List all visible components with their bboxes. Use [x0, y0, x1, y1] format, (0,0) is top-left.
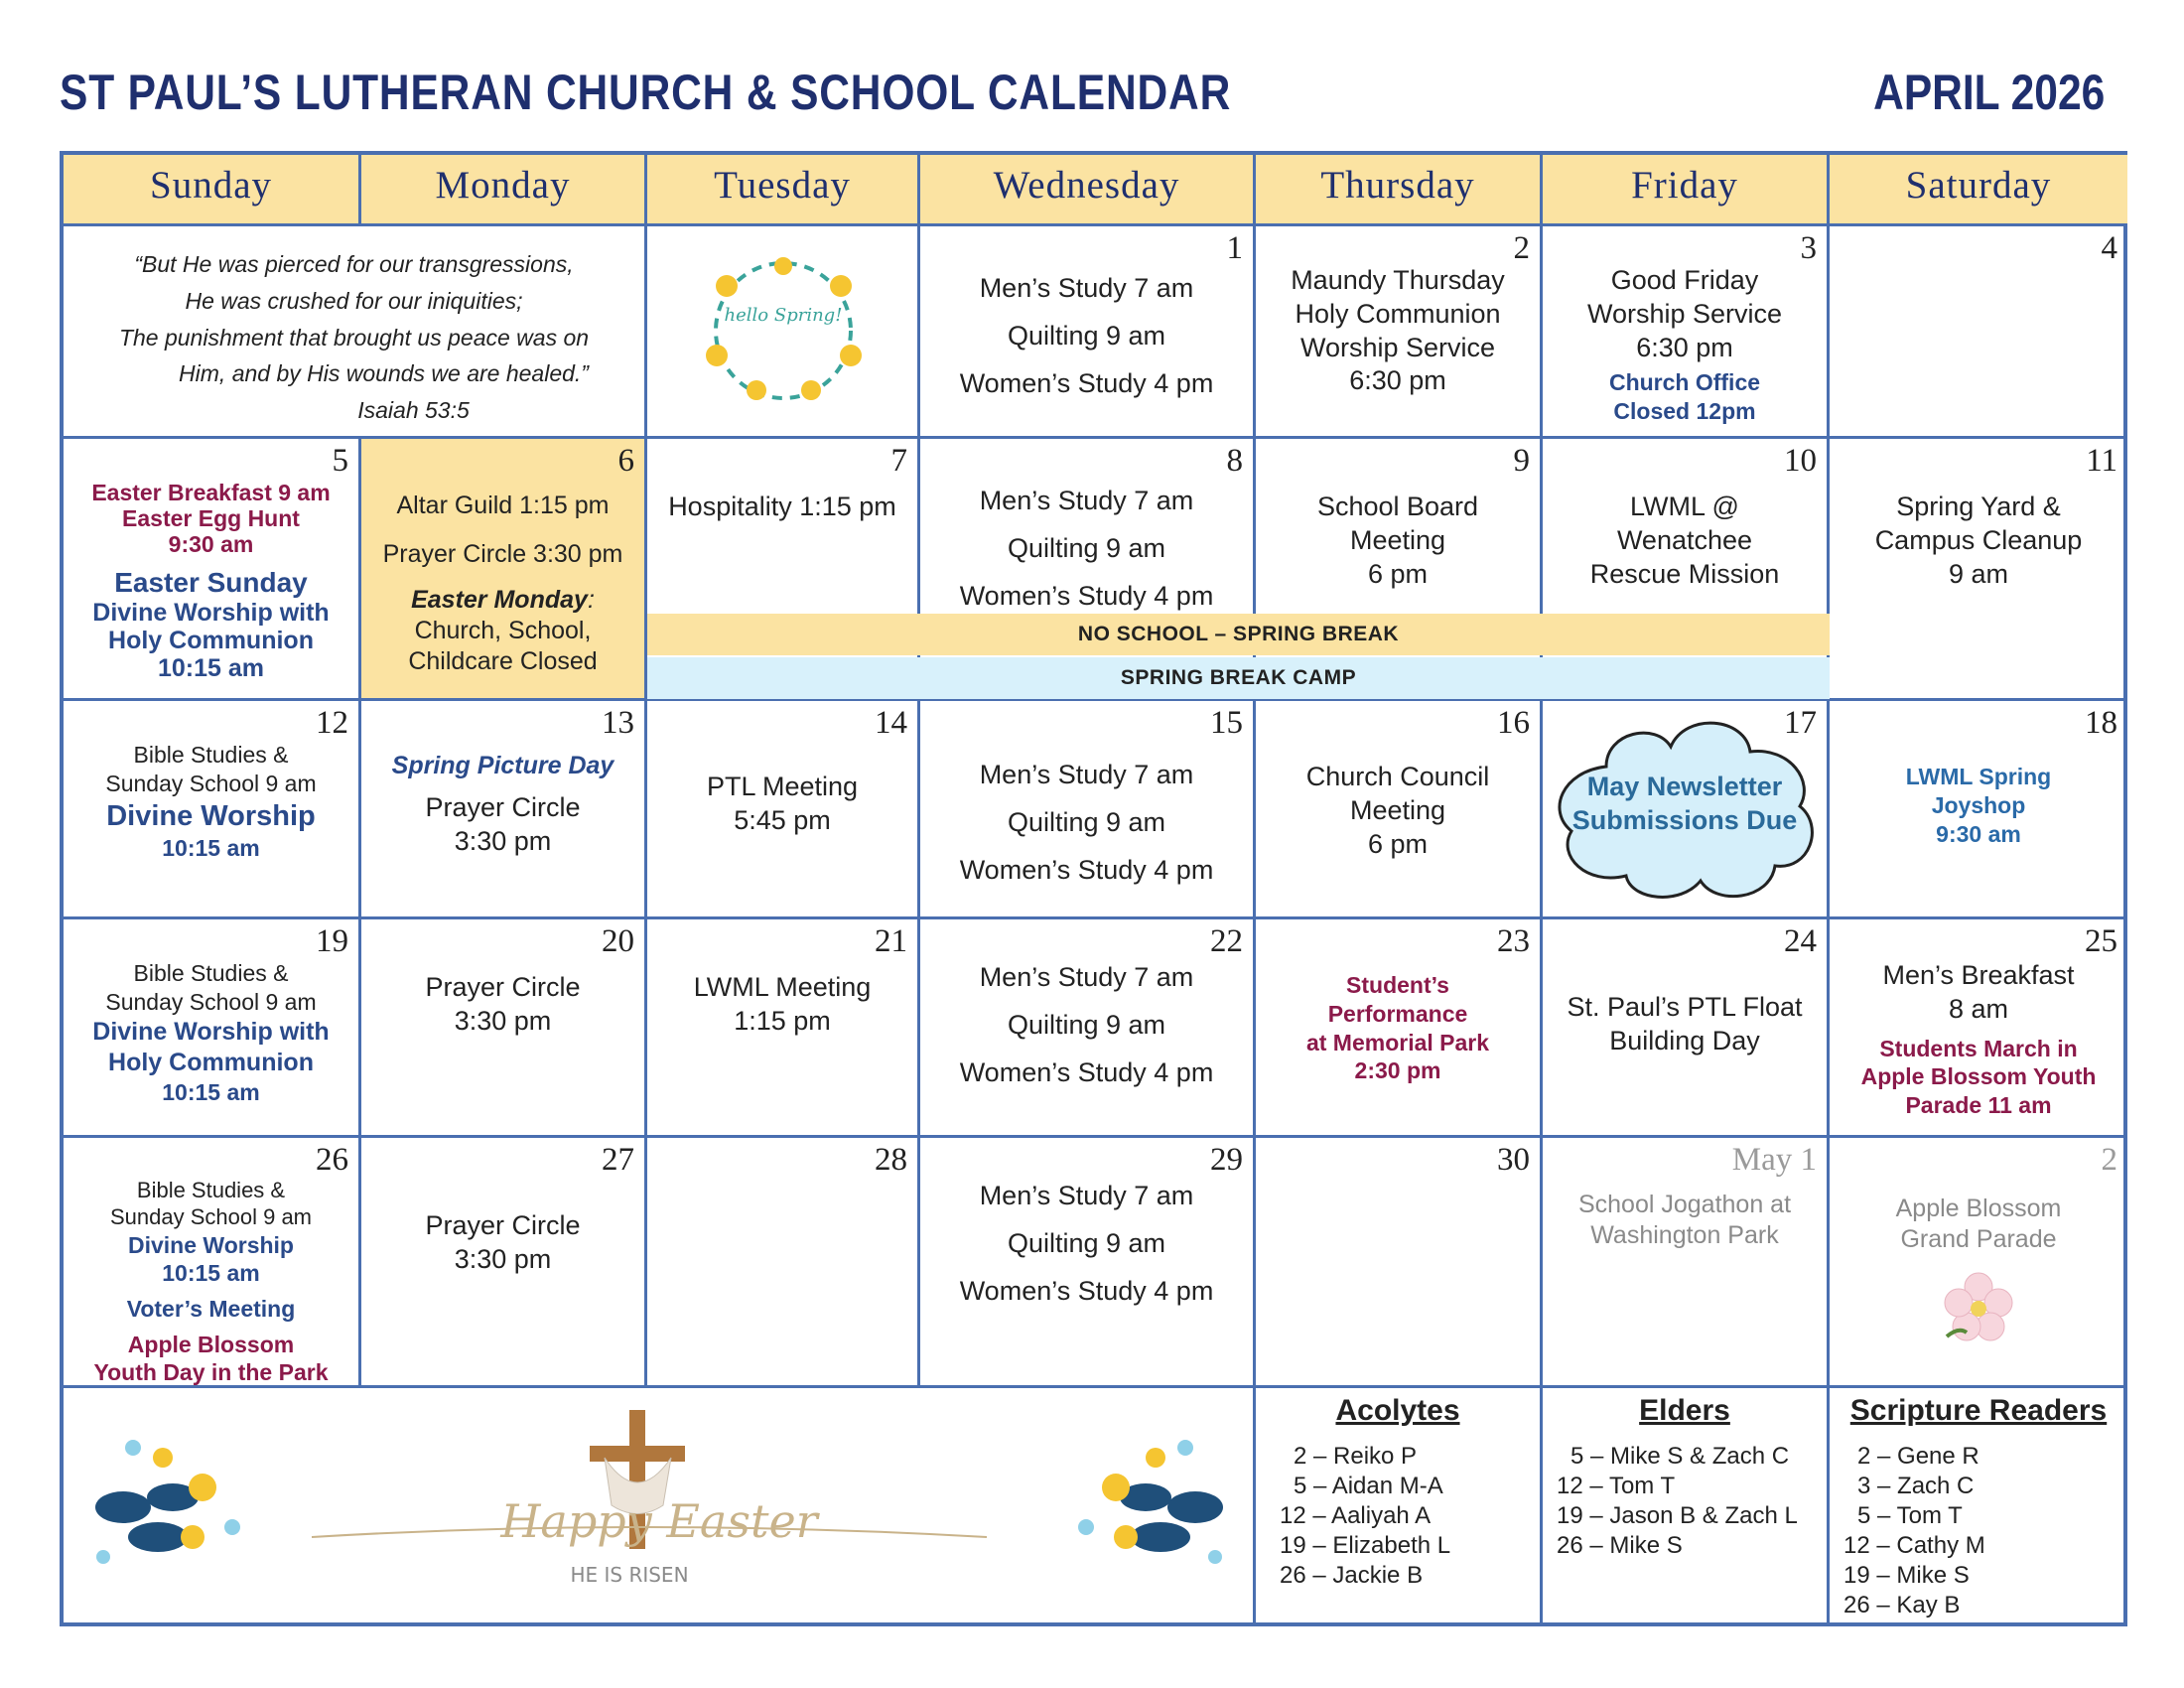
event-text: 3:30 pm	[454, 1005, 552, 1036]
event-text: Sunday School 9 am	[105, 770, 317, 796]
day-header-monday: Monday	[361, 155, 647, 226]
event-text: LWML @	[1630, 492, 1739, 521]
roster-entry: 12 – Tom T	[1557, 1473, 1676, 1499]
event-text: 6 pm	[1367, 558, 1429, 589]
roster-entry: 19 – Jason B & Zach L	[1557, 1502, 1798, 1529]
event-text: Closed 12pm	[1613, 398, 1756, 424]
event-text: Apple Blossom	[127, 1331, 295, 1357]
date-number: May 1	[1731, 1142, 1817, 1178]
date-number: 19	[316, 923, 348, 959]
event-womens-study: Women’s Study 4 pm	[959, 855, 1214, 885]
date-number: 23	[1497, 923, 1530, 959]
day-cell-26	[64, 1138, 361, 1388]
event-text: Meeting	[1349, 524, 1446, 555]
day-cell-4	[1830, 226, 2127, 439]
roster-entry: 26 – Kay B	[1843, 1592, 1961, 1618]
day-cell-18	[1830, 701, 2127, 919]
event-text: Voter’s Meeting	[126, 1295, 296, 1322]
event-text: Holy Communion	[1295, 298, 1501, 329]
event-text: Easter Breakfast 9 am	[91, 480, 331, 505]
event-text: Wenatchee	[1616, 524, 1753, 555]
date-number: 17	[1784, 705, 1817, 741]
event-text: 10:15 am	[162, 1079, 260, 1105]
day-cell-19	[64, 919, 361, 1138]
scripture-quote	[64, 246, 644, 429]
event-text: Good Friday	[1610, 265, 1759, 295]
event-text: Prayer Circle	[425, 972, 581, 1002]
event-text: Divine Worship with	[92, 1017, 330, 1046]
day-cell-11	[1830, 439, 2127, 701]
day-cell-14	[647, 701, 920, 919]
event-text: Holy Communion	[108, 626, 314, 654]
event-text: Rescue Mission	[1589, 558, 1780, 589]
day-cell-22	[920, 919, 1256, 1138]
event-text: 9:30 am	[1936, 820, 2021, 847]
event-quilting: Quilting 9 am	[1007, 1010, 1166, 1040]
event-text: PTL Meeting	[706, 772, 859, 801]
roster-entry: 5 – Tom T	[1857, 1502, 1963, 1529]
calendar-month: APRIL 2026	[1872, 65, 2105, 120]
roster-entry: 5 – Mike S & Zach C	[1570, 1443, 1790, 1470]
event-text: Grand Parade	[1900, 1225, 2057, 1254]
event-text: 6 pm	[1367, 828, 1429, 859]
event-text: Maundy Thursday	[1291, 265, 1505, 295]
event-text: at Memorial Park	[1305, 1029, 1490, 1055]
quote-line: Him, and by His wounds we are healed.”	[179, 360, 589, 387]
date-number: 5	[332, 443, 348, 479]
date-number: 13	[602, 705, 634, 741]
date-number: 1	[1226, 230, 1243, 266]
event-text: Performance	[1327, 1000, 1468, 1027]
spring-art-text: hello Spring!	[724, 305, 843, 326]
event-text: 3:30 pm	[454, 1243, 552, 1274]
event-mens-study: Men’s Study 7 am	[979, 1181, 1194, 1210]
event-womens-study: Women’s Study 4 pm	[959, 581, 1214, 611]
date-number: 2	[1513, 230, 1530, 266]
event-text: 5:45 pm	[734, 804, 831, 835]
apple-blossom-icon	[1939, 1267, 2018, 1346]
event-text: Youth Day in the Park	[93, 1358, 329, 1385]
event-text: School Board	[1316, 492, 1479, 521]
event-text: 10:15 am	[162, 1259, 260, 1286]
day-cell-23	[1256, 919, 1543, 1138]
day-header-saturday: Saturday	[1830, 155, 2127, 226]
event-text: 10:15 am	[157, 653, 265, 682]
day-cell-15	[920, 701, 1256, 919]
day-cell-13	[361, 701, 647, 919]
date-number: 16	[1497, 705, 1530, 741]
event-text: Church, School,	[414, 616, 592, 644]
event-text: 9:30 am	[168, 530, 254, 557]
event-text: Prayer Circle 3:30 pm	[382, 540, 623, 569]
date-number: 29	[1210, 1142, 1243, 1178]
event-text: Divine Worship	[128, 1231, 294, 1258]
event-text: Church Office	[1608, 369, 1761, 396]
spring-break-camp-band: SPRING BREAK CAMP	[647, 657, 1830, 699]
event-text: 6:30 pm	[1349, 365, 1446, 396]
day-header-friday: Friday	[1543, 155, 1830, 226]
event-text: Easter Egg Hunt	[122, 504, 300, 531]
event-quilting: Quilting 9 am	[1007, 807, 1166, 837]
quote-cell	[64, 226, 647, 439]
roster-entry: 19 – Mike S	[1843, 1562, 1970, 1589]
date-number: 30	[1497, 1142, 1530, 1178]
easter-subtitle: HE IS RISEN	[570, 1563, 689, 1587]
date-number: 18	[2085, 705, 2117, 741]
event-text: St. Paul’s PTL Float	[1567, 992, 1803, 1022]
event-text: May Newsletter	[1586, 772, 1783, 801]
elders-roster	[1543, 1388, 1830, 1622]
day-cell-27	[361, 1138, 647, 1388]
event-text: School Jogathon at	[1577, 1191, 1792, 1218]
date-number: 14	[875, 705, 907, 741]
event-text: Men’s Breakfast	[1882, 960, 2075, 990]
quote-reference: Isaiah 53:5	[357, 397, 470, 424]
day-header-tuesday: Tuesday	[647, 155, 920, 226]
event-text: 2:30 pm	[1354, 1057, 1441, 1084]
day-cell-30	[1256, 1138, 1543, 1388]
day-header-sunday: Sunday	[64, 155, 361, 226]
event-womens-study: Women’s Study 4 pm	[959, 1276, 1214, 1306]
roster-entry: 12 – Aaliyah A	[1280, 1502, 1432, 1529]
date-number: 20	[602, 923, 634, 959]
event-mens-study: Men’s Study 7 am	[979, 273, 1194, 303]
event-text: Divine Worship with	[92, 598, 330, 627]
quote-line: The punishment that brought us peace was on	[118, 324, 590, 351]
event-text: Sunday School 9 am	[105, 988, 317, 1015]
event-text: Worship Service	[1299, 332, 1496, 362]
day-cell-25	[1830, 919, 2127, 1138]
acolytes-roster	[1256, 1388, 1543, 1622]
event-text: Childcare Closed	[408, 647, 598, 675]
event-text: 6:30 pm	[1636, 332, 1733, 362]
date-number: 12	[316, 705, 348, 741]
roster-title: Acolytes	[1335, 1394, 1460, 1427]
event-text: Building Day	[1609, 1025, 1760, 1055]
easter-floral-banner-icon	[64, 1388, 1256, 1622]
day-header-wednesday: Wednesday	[920, 155, 1256, 226]
roster-entry: 2 – Gene R	[1857, 1443, 1979, 1470]
date-number: 8	[1226, 443, 1243, 479]
date-number: 24	[1784, 923, 1817, 959]
event-quilting: Quilting 9 am	[1007, 533, 1166, 563]
event-text: Worship Service	[1586, 298, 1783, 329]
event-text: 8 am	[1948, 993, 2009, 1024]
date-number: 3	[1800, 230, 1817, 266]
event-text: Divine Worship	[106, 799, 316, 832]
event-mens-study: Men’s Study 7 am	[979, 962, 1194, 992]
date-number: 2	[2101, 1142, 2117, 1178]
day-cell-20	[361, 919, 647, 1138]
date-number: 11	[2086, 443, 2117, 479]
event-text: Joyshop	[1931, 791, 2026, 818]
date-number: 21	[875, 923, 907, 959]
date-number: 15	[1210, 705, 1243, 741]
day-cell-3	[1543, 226, 1830, 439]
roster-title: Elders	[1639, 1394, 1730, 1427]
day-cell-21	[647, 919, 920, 1138]
event-text: Sunday School 9 am	[109, 1203, 313, 1229]
date-number: 9	[1513, 443, 1530, 479]
event-text: Holy Communion	[108, 1048, 314, 1076]
roster-entry: 26 – Mike S	[1557, 1532, 1683, 1559]
event-text: LWML Meeting	[693, 972, 872, 1002]
spring-wreath-icon	[647, 226, 920, 439]
day-cell-2	[1256, 226, 1543, 439]
event-text: Parade 11 am	[1905, 1092, 2052, 1118]
day-cell-1	[920, 226, 1256, 439]
roster-title: Scripture Readers	[1849, 1394, 2108, 1427]
date-number: 6	[617, 443, 634, 479]
day-cell-6	[361, 439, 647, 701]
event-womens-study: Women’s Study 4 pm	[959, 368, 1214, 398]
roster-entry: 12 – Cathy M	[1843, 1532, 1985, 1559]
easter-art-cell	[64, 1388, 1256, 1622]
event-text: Easter Sunday	[114, 567, 308, 599]
event-text: :	[587, 585, 595, 614]
event-quilting: Quilting 9 am	[1007, 1228, 1166, 1258]
event-text: Student’s	[1346, 972, 1449, 998]
day-cell-17	[1543, 701, 1830, 919]
event-text: Campus Cleanup	[1874, 524, 2083, 555]
event-text: 1:15 pm	[734, 1005, 831, 1036]
easter-script-text: Happy Easter	[500, 1494, 818, 1548]
event-mens-study: Men’s Study 7 am	[979, 760, 1194, 789]
date-number: 4	[2101, 230, 2117, 266]
event-text: Easter Monday	[411, 585, 588, 614]
event-text: Bible Studies &	[136, 1178, 286, 1202]
day-cell-5	[64, 439, 361, 701]
event-text: Bible Studies &	[133, 742, 289, 768]
event-text: Prayer Circle	[425, 792, 581, 823]
quote-line: “But He was pierced for our transgressions,	[134, 251, 574, 277]
date-number: 28	[875, 1142, 907, 1178]
event-text: Students March in	[1879, 1035, 2078, 1061]
date-number: 22	[1210, 923, 1243, 959]
spring-break-band: NO SCHOOL – SPRING BREAK	[647, 614, 1830, 655]
calendar-title: ST PAUL’S LUTHERAN CHURCH & SCHOOL CALENDAR	[60, 65, 1232, 120]
event-text: Spring Yard &	[1896, 492, 2061, 521]
date-number: 7	[890, 443, 907, 479]
roster-entry: 2 – Reiko P	[1294, 1443, 1418, 1470]
day-cell-24	[1543, 919, 1830, 1138]
scripture-readers-roster	[1830, 1388, 2127, 1622]
event-text: Bible Studies &	[133, 960, 289, 986]
event-mens-study: Men’s Study 7 am	[979, 486, 1194, 515]
event-text: 3:30 pm	[454, 826, 552, 856]
event-text: LWML Spring	[1905, 764, 2052, 789]
event-text: 9 am	[1948, 558, 2009, 589]
event-text: Prayer Circle	[425, 1210, 581, 1240]
roster-entry: 3 – Zach C	[1857, 1473, 1975, 1499]
event-text: Apple Blossom Youth	[1860, 1063, 2097, 1090]
date-number: 27	[602, 1142, 634, 1178]
event-text: Submissions Due	[1571, 804, 1798, 835]
event-text: Meeting	[1349, 794, 1446, 825]
event-text: Church Council	[1305, 762, 1490, 791]
event-text: Spring Picture Day	[391, 752, 614, 779]
date-number: 26	[316, 1142, 348, 1178]
date-number: 10	[1784, 443, 1817, 479]
event-text: Apple Blossom	[1895, 1195, 2062, 1222]
day-cell-16	[1256, 701, 1543, 919]
day-header-thursday: Thursday	[1256, 155, 1543, 226]
day-cell-may-2	[1830, 1138, 2127, 1388]
roster-entry: 5 – Aidan M-A	[1294, 1473, 1443, 1499]
roster-entry: 19 – Elizabeth L	[1280, 1532, 1451, 1559]
date-number: 25	[2085, 923, 2117, 959]
day-cell-28	[647, 1138, 920, 1388]
calendar-grid	[60, 151, 2127, 1626]
event-quilting: Quilting 9 am	[1007, 321, 1166, 351]
day-cell-may-1	[1543, 1138, 1830, 1388]
event-womens-study: Women’s Study 4 pm	[959, 1057, 1214, 1087]
day-cell-29	[920, 1138, 1256, 1388]
event-text: 10:15 am	[162, 834, 260, 861]
spring-art-cell	[647, 226, 920, 439]
event-text: Hospitality 1:15 pm	[668, 492, 896, 521]
event-text: Washington Park	[1590, 1221, 1779, 1250]
event-text: Altar Guild 1:15 pm	[396, 492, 610, 519]
roster-entry: 26 – Jackie B	[1280, 1562, 1424, 1589]
day-cell-12	[64, 701, 361, 919]
quote-line: He was crushed for our iniquities;	[185, 287, 523, 314]
